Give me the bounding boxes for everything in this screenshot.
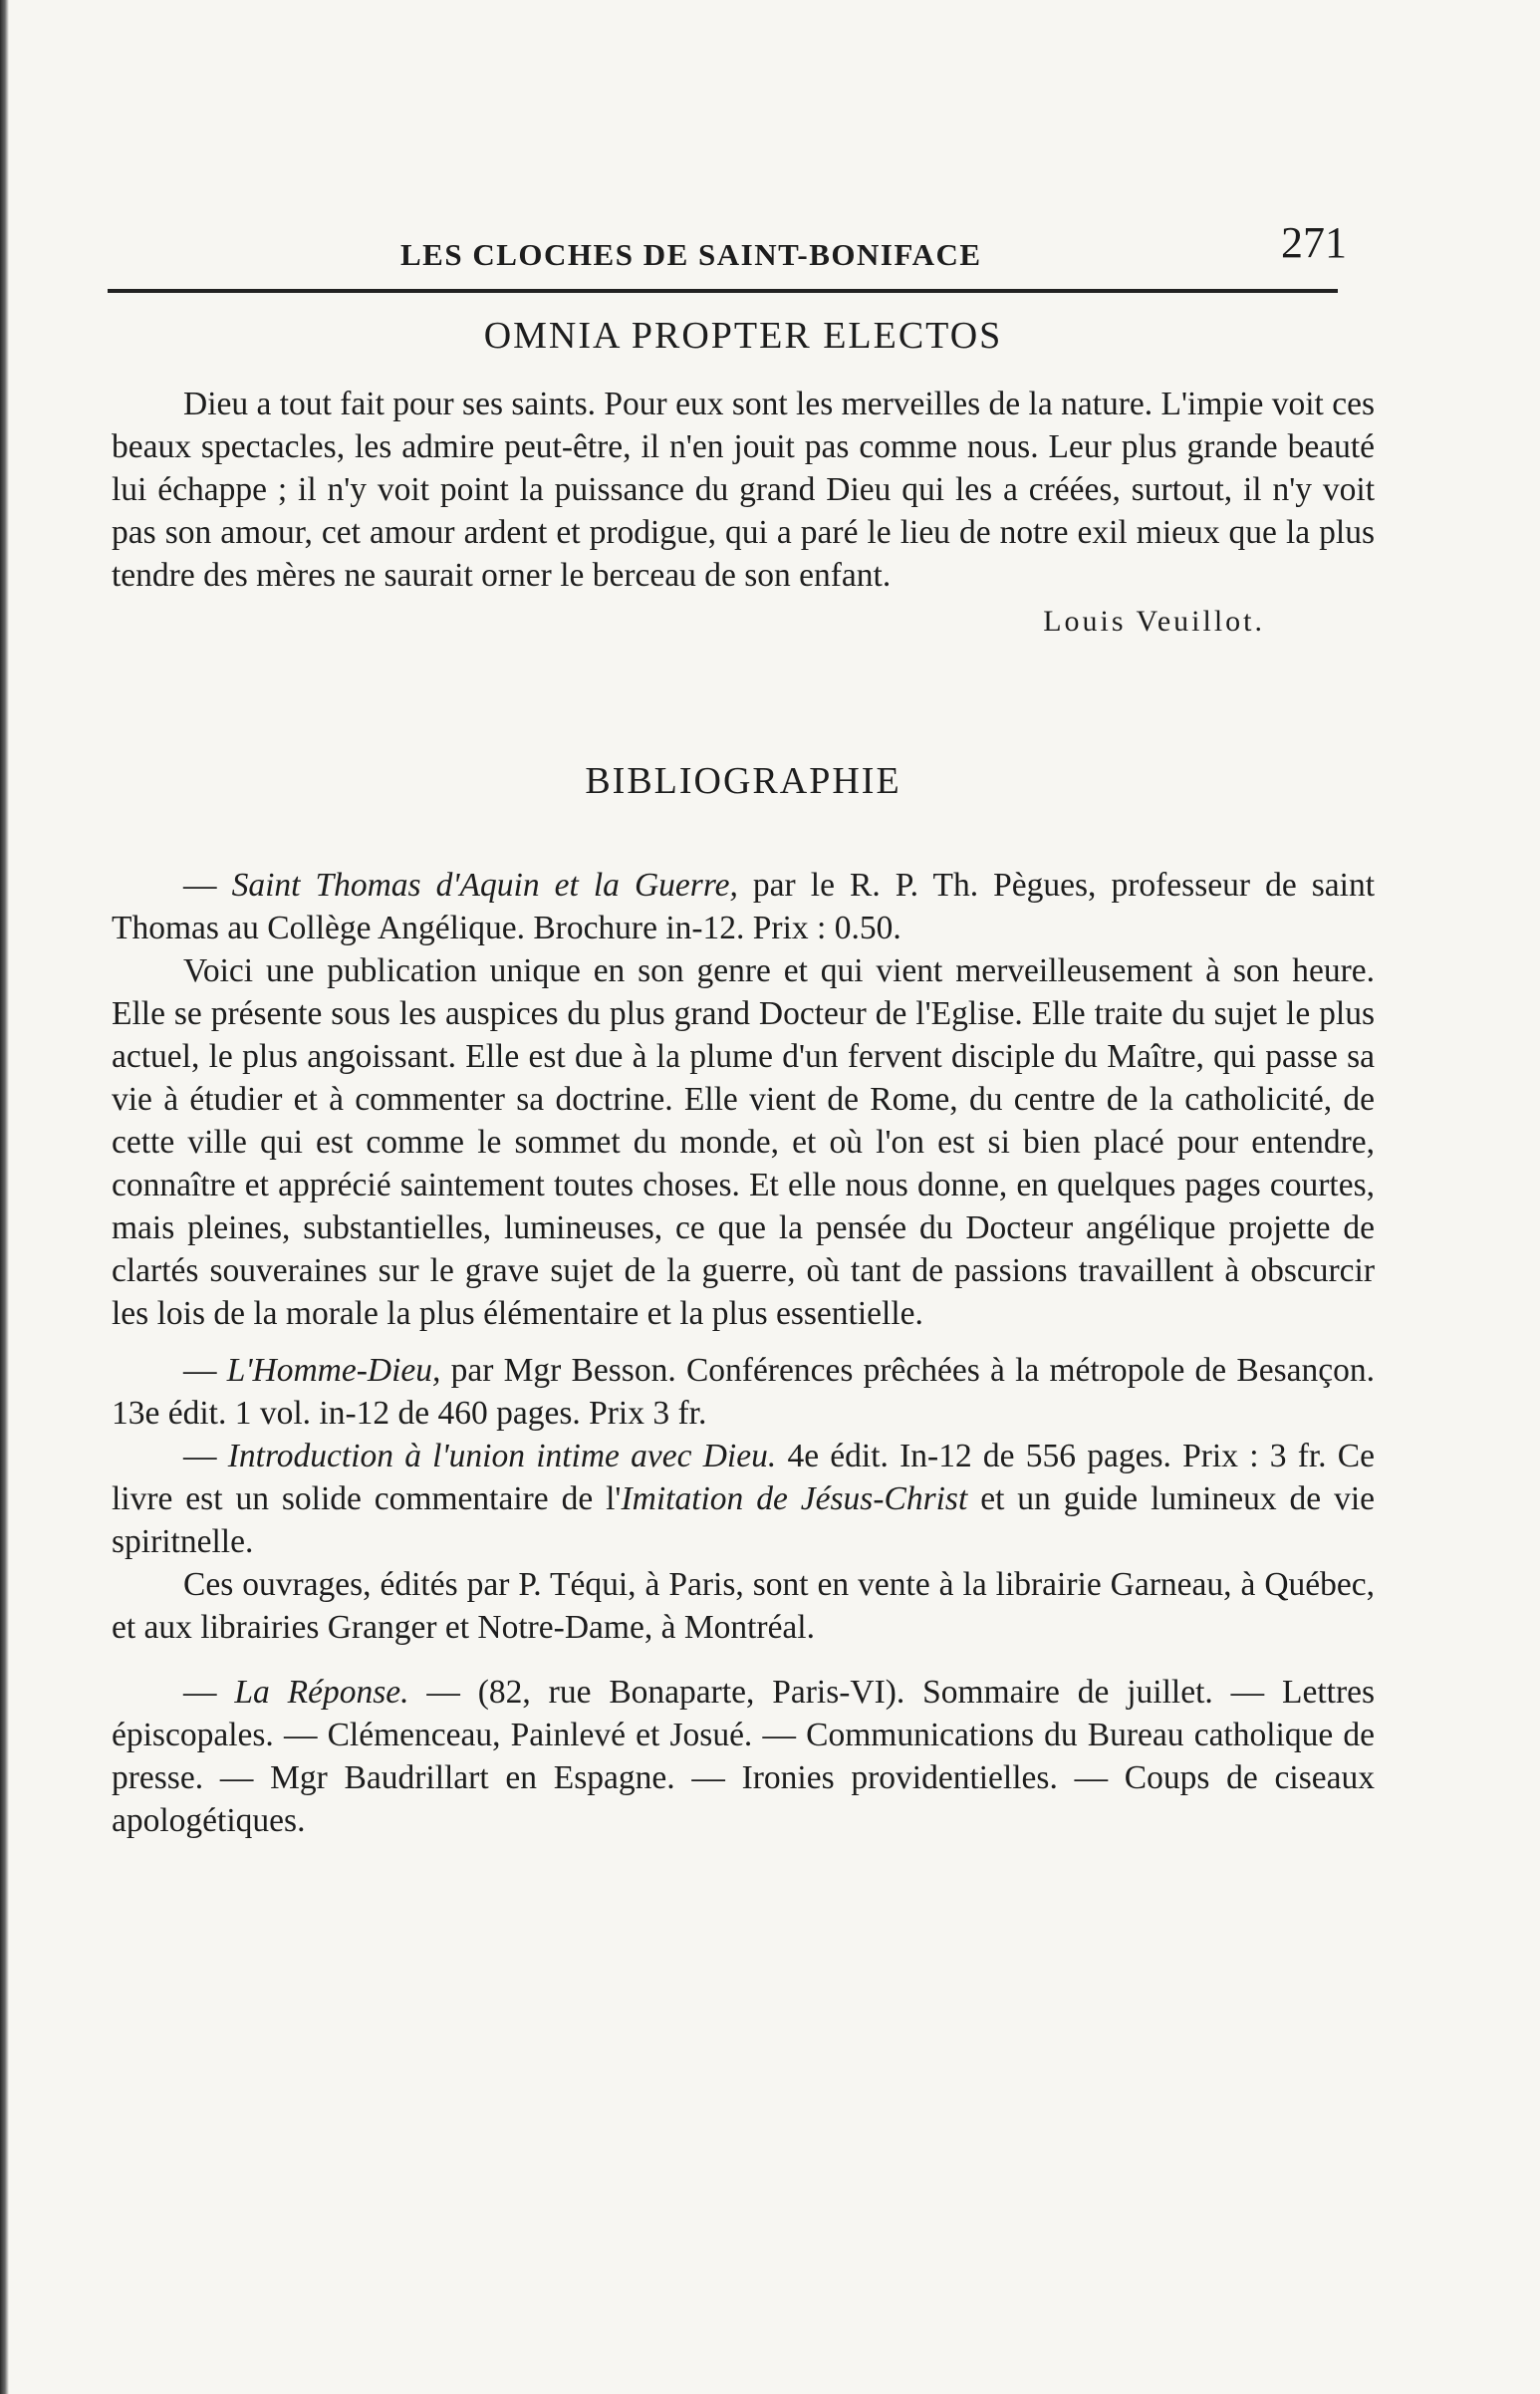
- running-title: LES CLOCHES DE SAINT-BONIFACE: [400, 237, 982, 272]
- entry-dash: —: [183, 1352, 227, 1389]
- entry-dash: —: [183, 1438, 228, 1474]
- epigraph-text: Dieu a tout fait pour ses saints. Pour eux sont les merveilles de la nature. L'impie voit ces beaux spectacles, les admire peut-être, il n'en jouit pas comme nous. Leur plus grande beauté lui échappe ; il n'y voit point la puissance du grand Dieu qui les a créées, surtout, il n'y voit pas son amour, cet amour ardent et prodigue, qui a paré le lieu de notre exil mieux que la plus tendre des mères ne saurait orner le berceau de son enfant.: [112, 386, 1375, 594]
- bibliography-review: Voici une publication unique en son genre et qui vient merveilleusement à son heure. Elle se présente sous les auspices du plus grand Docteur de l'Eglise. Elle traite du sujet le plus actuel, le plus angoissant. Elle est due à la plume d'un fervent disciple du Maître, qui passe sa vie à étudier et à commenter sa doctrine. Elle vient de Rome, du centre de la catholicité, de cette ville qui est comme le sommet du monde, et où l'on est si bien placé pour entendre, connaître et apprécié saintement toutes choses. Et elle nous donne, en quelques pages courtes, mais pleines, substantielles, lumineuses, ce que la pensée du Docteur angélique projette de clartés souveraines sur le grave sujet de la guerre, où tant de passions travaillent à obscurcir les lois de la morale la plus élémentaire et la plus essentielle.: [112, 952, 1375, 1332]
- entry-details: par le R. P. Th. Pègues, professeur de saint Thomas au Collège Angélique. Brochure in-12. Prix : 0.50.: [112, 867, 1376, 946]
- epigraph-title: OMNIA PROPTER ELECTOS: [483, 315, 1003, 357]
- cited-work-title: Imitation de Jésus-Christ: [621, 1480, 968, 1517]
- bibliography-title: BIBLIOGRAPHIE: [585, 760, 901, 802]
- entry-details: 4e édit. In-12 de 556 pages. Prix : 3 fr. Ce livre est un solide commentaire de l': [112, 1438, 1376, 1517]
- publisher-note: Ces ouvrages, édités par P. Téqui, à Paris, sont en vente à la librairie Garneau, à Québec, et aux librairies Granger et Notre-Dame, à Montréal.: [112, 1566, 1375, 1646]
- book-page: [112, 199, 1375, 1842]
- bibliography-entry-4: [112, 1671, 1375, 1842]
- book-title: La Réponse.: [234, 1674, 409, 1711]
- page-binding-edge: [0, 0, 9, 2394]
- header-rule: [108, 289, 1338, 293]
- entry-details: — (82, rue Bonaparte, Paris-VI). Sommaire de juillet. — Lettres épiscopales. — Clémenceau, Painlevé et Josué. — Communications du Bureau catholique de presse. — Mgr Baudrillart en Espagne. — Ironies providentielles. — Coups de ciseaux apologétiques.: [112, 1674, 1376, 1839]
- entry-details: par Mgr Besson. Conférences prêchées à la métropole de Besançon. 13e édit. 1 vol. in-12 de 460 pages. Prix 3 fr.: [112, 1352, 1375, 1432]
- entry-dash: —: [183, 867, 232, 904]
- entry-dash: —: [183, 1674, 235, 1711]
- entry-details-end: et un guide lumineux de vie spiritnelle.: [112, 1480, 1375, 1560]
- bibliography-entry-2: [112, 1349, 1375, 1435]
- book-title: Saint Thomas d'Aquin et la Guerre,: [231, 867, 738, 904]
- book-title: L'Homme-Dieu,: [226, 1352, 441, 1389]
- running-head: [112, 199, 1375, 289]
- page-number: 271: [1281, 218, 1347, 267]
- book-title: Introduction à l'union intime avec Dieu.: [227, 1438, 777, 1474]
- bibliography-entry-3: [112, 1435, 1375, 1563]
- bibliography-entry-1: [112, 864, 1375, 949]
- epigraph-author: Louis Veuillot.: [1043, 605, 1265, 638]
